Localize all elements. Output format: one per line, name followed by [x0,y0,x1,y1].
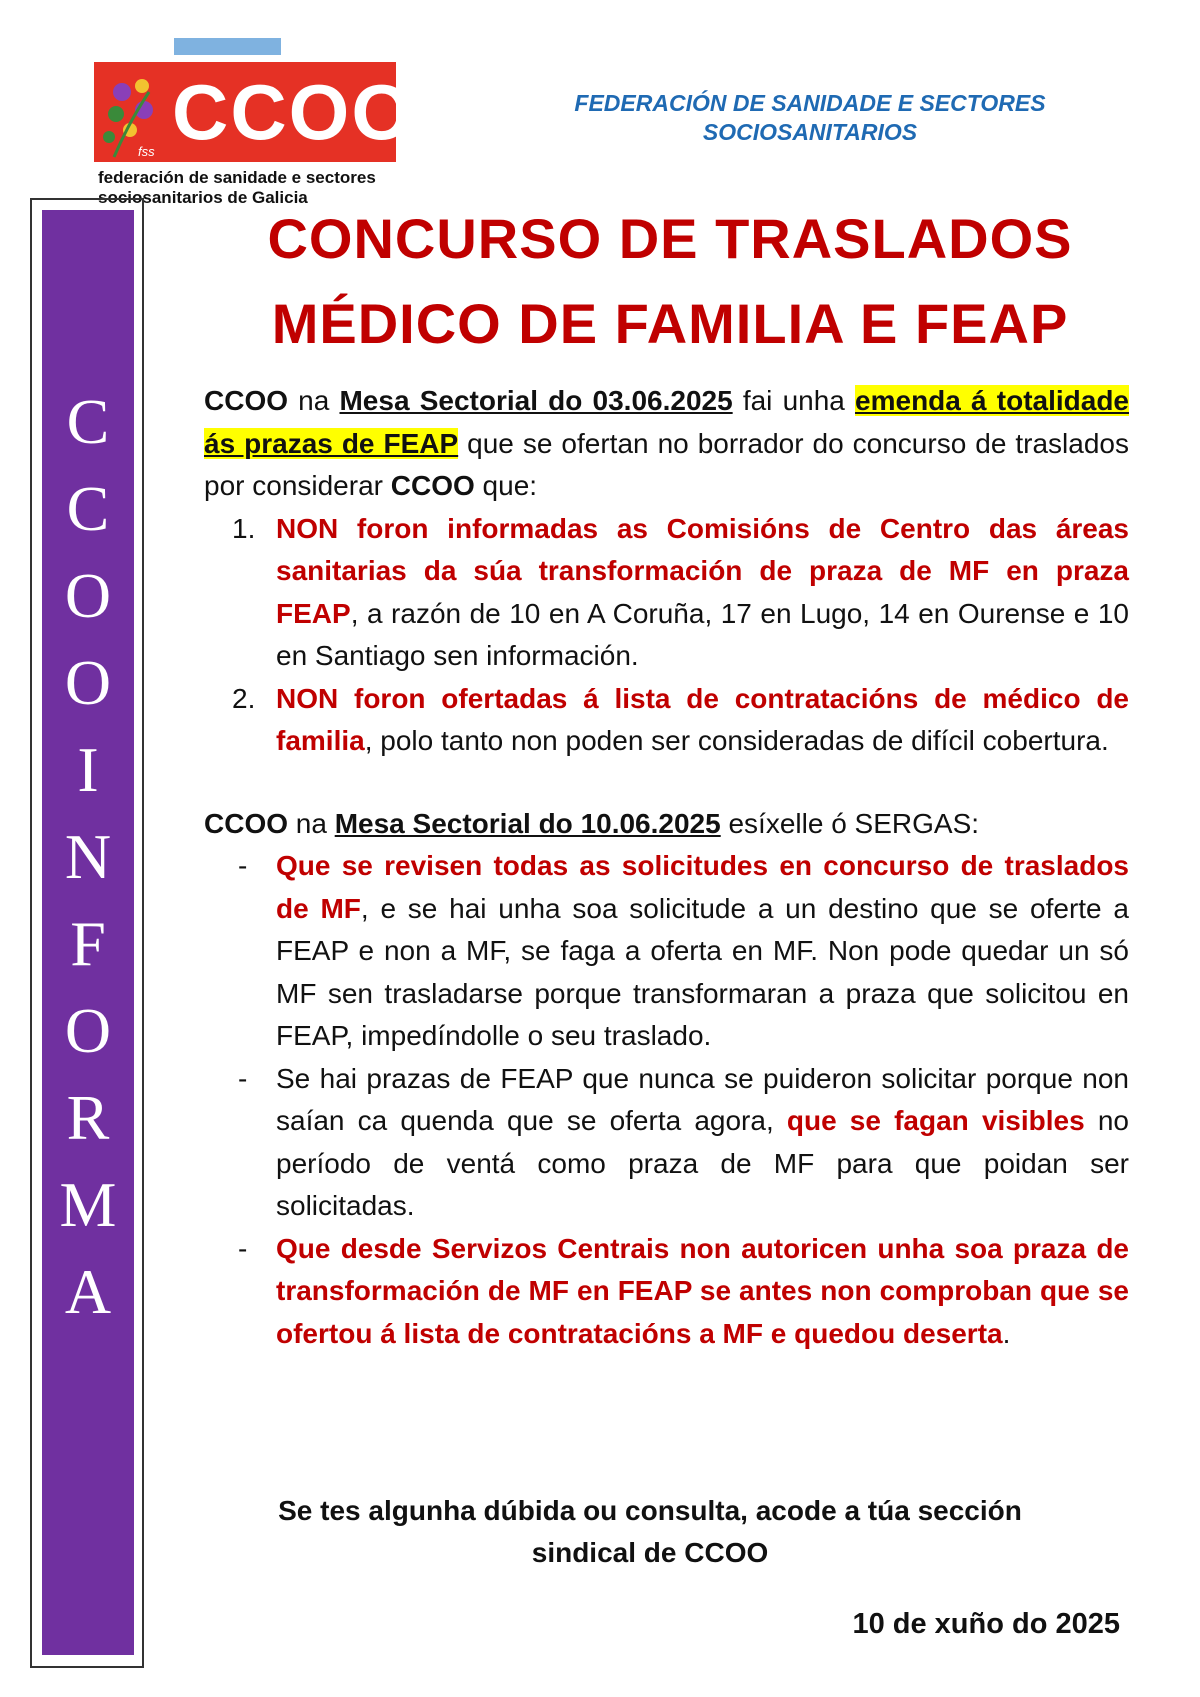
page-title [160,196,1180,366]
logo-caption-line1: federación de sanidade e sectores [98,168,376,187]
list-marker: 2. [232,682,256,714]
paragraph-intro-0306 [204,380,1129,508]
text-run: na [288,807,335,839]
list-marker: - [238,1062,248,1094]
sidebar-letters [42,378,134,1335]
list-item [204,678,1129,763]
list-item [204,1228,1129,1356]
sidebar-letter: C [66,386,110,457]
sidebar-letter: O [64,647,112,718]
logo-caption-line2: sociosanitarios de Galicia [98,188,308,207]
sidebar-letter: O [64,560,112,631]
meeting-date-0306: Mesa Sectorial do 03.06.2025 [339,385,733,416]
list-item-text: , polo tanto non poden ser consideradas de difícil cobertura. [364,725,1109,756]
list-marker: 1. [232,512,256,544]
federation-line1: FEDERACIÓN DE SANIDADE E SECTORES [574,90,1046,116]
dash-list [204,845,1129,1355]
sidebar-letter: F [70,908,106,979]
list-item [204,1058,1129,1228]
list-marker: - [238,850,248,881]
ccoo-label: CCOO [390,470,475,501]
footer-line1: Se tes algunha dúbida ou consulta, acode a túa sección [278,1495,1022,1526]
text-run: que: [474,470,538,501]
document-date: 10 de xuño do 2025 [852,1608,1120,1640]
list-item-emphasis: Que se revisen todas as solicitudes en concurso de traslados de MF [276,850,1129,924]
sidebar-letter: N [64,821,112,892]
list-item [204,845,1129,1058]
list-item-emphasis: NON foron informadas as Comisións de Centro das áreas sanitarias da súa transformación de praza de MF en praza FEAP [276,512,1129,629]
federation-heading [480,89,1140,147]
logo-ccoo-text: CCOO [172,68,414,156]
list-item-text: , a razón de 10 en A Coruña, 17 en Lugo, 14 en Ourense e 10 en Santiago sen información. [276,597,1129,671]
list-item-text: , e se hai unha soa solicitude a un destino que se oferte a FEAP e non a MF, se faga a oferta en MF. Non pode quedar un só MF sen trasladarse porque transformaran a praza que solicitou en FEAP, impedíndolle o seu traslado. [276,892,1129,1051]
sidebar-letter: I [77,734,99,805]
contact-footer [200,1490,1100,1574]
ccoo-label: CCOO [204,385,288,416]
ccoo-informa-sidebar [42,210,134,1655]
footer-line2: sindical de CCOO [531,1537,769,1568]
text-run: que se ofertan no borrador do concurso de traslados por considerar [204,427,1129,501]
list-item-text: . [1002,1317,1011,1349]
sidebar-letter: R [66,1082,110,1153]
federation-line2: SOCIOSANITARIOS [702,119,918,145]
list-item-emphasis: que se fagan visibles [786,1105,1085,1136]
logo-flower-icon [94,62,169,162]
sidebar-letter: A [64,1256,112,1327]
sidebar-letter: C [66,473,110,544]
list-item-emphasis: NON foron ofertadas á lista de contratacións de médico de familia [276,682,1129,756]
document-body [204,380,1129,1355]
list-item-text: no período de ventá como praza de MF para que poidan ser solicitadas. [276,1105,1129,1221]
text-run: esíxelle ó SERGAS: [720,807,980,839]
list-item-emphasis: Que desde Servizos Centrais non autoricen unha soa praza de transformación de MF en FEAP se antes non comproban que se ofertou á lista de contratacións a MF e quedou deserta [276,1232,1129,1349]
text-run: na [288,385,340,416]
logo-blue-bar [174,38,281,55]
sidebar-letter: O [64,995,112,1066]
list-item [204,508,1129,678]
text-run: fai unha [732,385,856,416]
highlighted-amendment: emenda á totalidade ás prazas de FEAP [204,385,1129,459]
logo-fss: fss [138,144,155,159]
sidebar-letter: M [59,1169,117,1240]
title-line2: MÉDICO DE FAMILIA E FEAP [271,292,1069,355]
list-marker: - [238,1232,248,1264]
title-line1: CONCURSO DE TRASLADOS [267,207,1073,270]
ccoo-logo [92,38,414,207]
meeting-date-1006: Mesa Sectorial do 10.06.2025 [334,807,721,839]
numbered-list [204,508,1129,763]
ccoo-label: CCOO [204,807,288,839]
paragraph-intro-1006 [204,803,1129,846]
list-item-text: Se hai prazas de FEAP que nunca se puideron solicitar porque non saían ca quenda que se oferta agora, [276,1062,1129,1136]
